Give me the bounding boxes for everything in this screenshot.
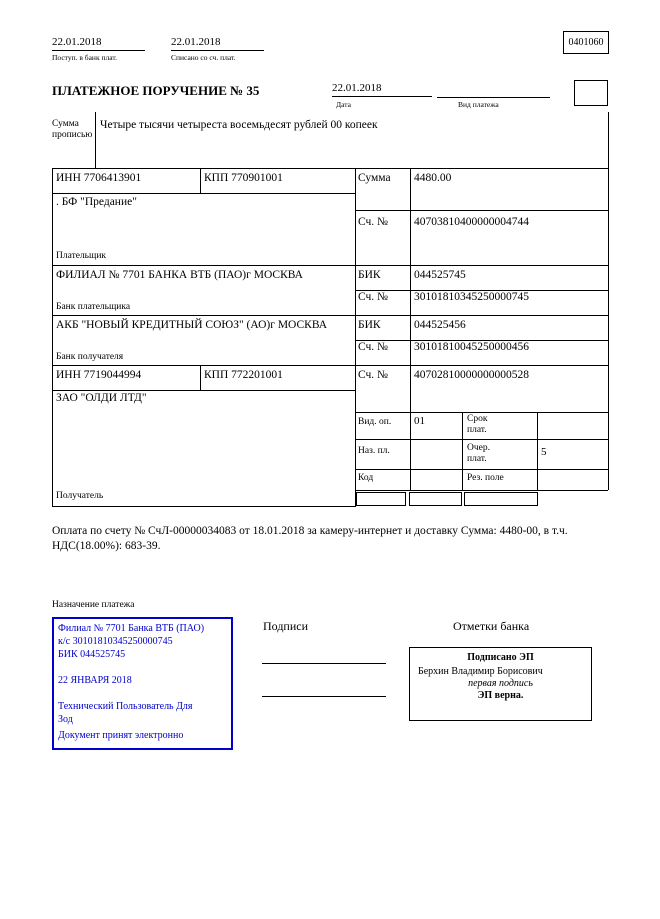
grid-line bbox=[52, 265, 608, 266]
grid-line bbox=[462, 412, 463, 490]
payment-kind-line bbox=[437, 97, 550, 98]
grid-line bbox=[355, 490, 608, 491]
payment-order-label: Очер. плат. bbox=[467, 443, 490, 464]
date-label: Дата bbox=[336, 100, 351, 109]
grid-line bbox=[52, 315, 608, 316]
written-off-date: 22.01.2018 bbox=[171, 36, 264, 51]
payer-account-label: Сч. № bbox=[358, 216, 389, 228]
payment-purpose-text: Оплата по счету № СчЛ-00000034083 от 18.01.2018 за камеру-интернет и доставку Сумма: 4480-00, в т.ч. НДС(18.00%): 683-39. bbox=[52, 525, 568, 552]
received-in-bank-label: Поступ. в банк плат. bbox=[52, 53, 117, 62]
payment-kind-box bbox=[574, 80, 608, 106]
payer-bank-bik-label: БИК bbox=[358, 269, 381, 281]
grid-line bbox=[355, 168, 356, 506]
note-user-line2: Зод bbox=[58, 714, 73, 725]
note-bank-name: Филиал № 7701 Банка ВТБ (ПАО) bbox=[58, 623, 205, 634]
grid-line bbox=[95, 112, 96, 168]
bank-electronic-note bbox=[52, 617, 233, 750]
empty-field-box bbox=[356, 492, 406, 506]
grid-line bbox=[355, 412, 608, 413]
payer-name: . БФ "Предание" bbox=[56, 196, 137, 208]
payee-bank-account-value: 30101810045250000456 bbox=[414, 341, 529, 353]
payee-caption: Получатель bbox=[56, 491, 104, 501]
payee-bank-name: АКБ "НОВЫЙ КРЕДИТНЫЙ СОЮЗ" (АО)г МОСКВА bbox=[56, 319, 328, 331]
signatures-label: Подписи bbox=[263, 619, 309, 633]
bank-marks-label: Отметки банка bbox=[453, 619, 530, 633]
grid-line bbox=[200, 365, 201, 390]
payer-bank-account-label: Сч. № bbox=[358, 291, 389, 303]
reserve-field-label: Рез. поле bbox=[467, 473, 504, 483]
grid-line bbox=[52, 506, 356, 507]
amount-value: 4480.00 bbox=[414, 172, 452, 184]
payee-inn: ИНН 7719044994 bbox=[56, 369, 142, 381]
note-accepted: Документ принят электронно bbox=[58, 730, 184, 741]
electronic-signature-stamp bbox=[409, 647, 592, 721]
note-user-line1: Технический Пользователь Для bbox=[58, 701, 193, 712]
grid-line bbox=[52, 168, 608, 169]
stamp-title: Подписано ЭП bbox=[467, 652, 534, 663]
received-in-bank-date: 22.01.2018 bbox=[52, 36, 145, 51]
payee-bank-bik-value: 044525456 bbox=[414, 319, 466, 331]
grid-line bbox=[52, 365, 608, 366]
grid-line bbox=[608, 112, 609, 490]
payer-account-value: 40703810400000004744 bbox=[414, 216, 529, 228]
payer-bank-bik-value: 044525745 bbox=[414, 269, 466, 281]
op-kind-label: Вид. оп. bbox=[358, 417, 392, 427]
grid-line bbox=[52, 390, 355, 391]
grid-line bbox=[52, 168, 53, 506]
grid-line bbox=[355, 439, 608, 440]
payee-account-value: 40702810000000000528 bbox=[414, 369, 529, 381]
grid-line bbox=[537, 412, 538, 490]
empty-field-box bbox=[409, 492, 462, 506]
grid-line bbox=[355, 469, 608, 470]
amount-words-label: Сумма прописью bbox=[52, 119, 93, 140]
written-off-label: Списано со сч. плат. bbox=[171, 53, 236, 62]
stamp-signer-name: Берхин Владимир Борисович bbox=[418, 666, 543, 677]
amount-label: Сумма bbox=[358, 172, 391, 184]
grid-line bbox=[355, 210, 608, 211]
payment-term-label: Срок плат. bbox=[467, 414, 488, 435]
note-corr-account: к/с 30101810345250000745 bbox=[58, 636, 173, 647]
payment-purpose-caption: Назначение платежа bbox=[52, 600, 135, 610]
empty-field-box bbox=[464, 492, 538, 506]
payer-inn: ИНН 7706413901 bbox=[56, 172, 142, 184]
payer-bank-name: ФИЛИАЛ № 7701 БАНКА ВТБ (ПАО)г МОСКВА bbox=[56, 269, 303, 281]
note-bik: БИК 044525745 bbox=[58, 649, 126, 660]
payee-bank-account-label: Сч. № bbox=[358, 341, 389, 353]
payer-caption: Плательщик bbox=[56, 251, 107, 261]
payee-bank-caption: Банк получателя bbox=[56, 352, 124, 362]
note-date: 22 ЯНВАРЯ 2018 bbox=[58, 675, 132, 686]
document-title: ПЛАТЕЖНОЕ ПОРУЧЕНИЕ № 35 bbox=[52, 83, 260, 98]
purpose-code-label: Наз. пл. bbox=[358, 446, 390, 456]
document-date: 22.01.2018 bbox=[332, 82, 432, 97]
signature-line bbox=[262, 663, 386, 664]
payment-kind-label: Вид платежа bbox=[458, 100, 499, 109]
payee-kpp: КПП 772201001 bbox=[204, 369, 283, 381]
payee-name: ЗАО "ОЛДИ ЛТД" bbox=[56, 392, 147, 404]
payee-bank-bik-label: БИК bbox=[358, 319, 381, 331]
grid-line bbox=[52, 193, 355, 194]
grid-line bbox=[410, 168, 411, 490]
payee-account-label: Сч. № bbox=[358, 369, 389, 381]
form-code-box: 0401060 bbox=[563, 31, 609, 54]
payer-bank-account-value: 30101810345250000745 bbox=[414, 291, 529, 303]
grid-line bbox=[200, 168, 201, 193]
payer-bank-caption: Банк плательщика bbox=[56, 302, 131, 312]
amount-words-value: Четыре тысячи четыреста восемьдесят рублей 00 копеек bbox=[100, 119, 378, 131]
stamp-validity: ЭП верна. bbox=[477, 690, 524, 701]
op-kind-value: 01 bbox=[414, 415, 425, 427]
payment-order-value: 5 bbox=[541, 446, 547, 458]
payer-kpp: КПП 770901001 bbox=[204, 172, 283, 184]
code-label: Код bbox=[358, 473, 374, 483]
stamp-signature-role: первая подпись bbox=[468, 678, 533, 689]
signature-line bbox=[262, 696, 386, 697]
